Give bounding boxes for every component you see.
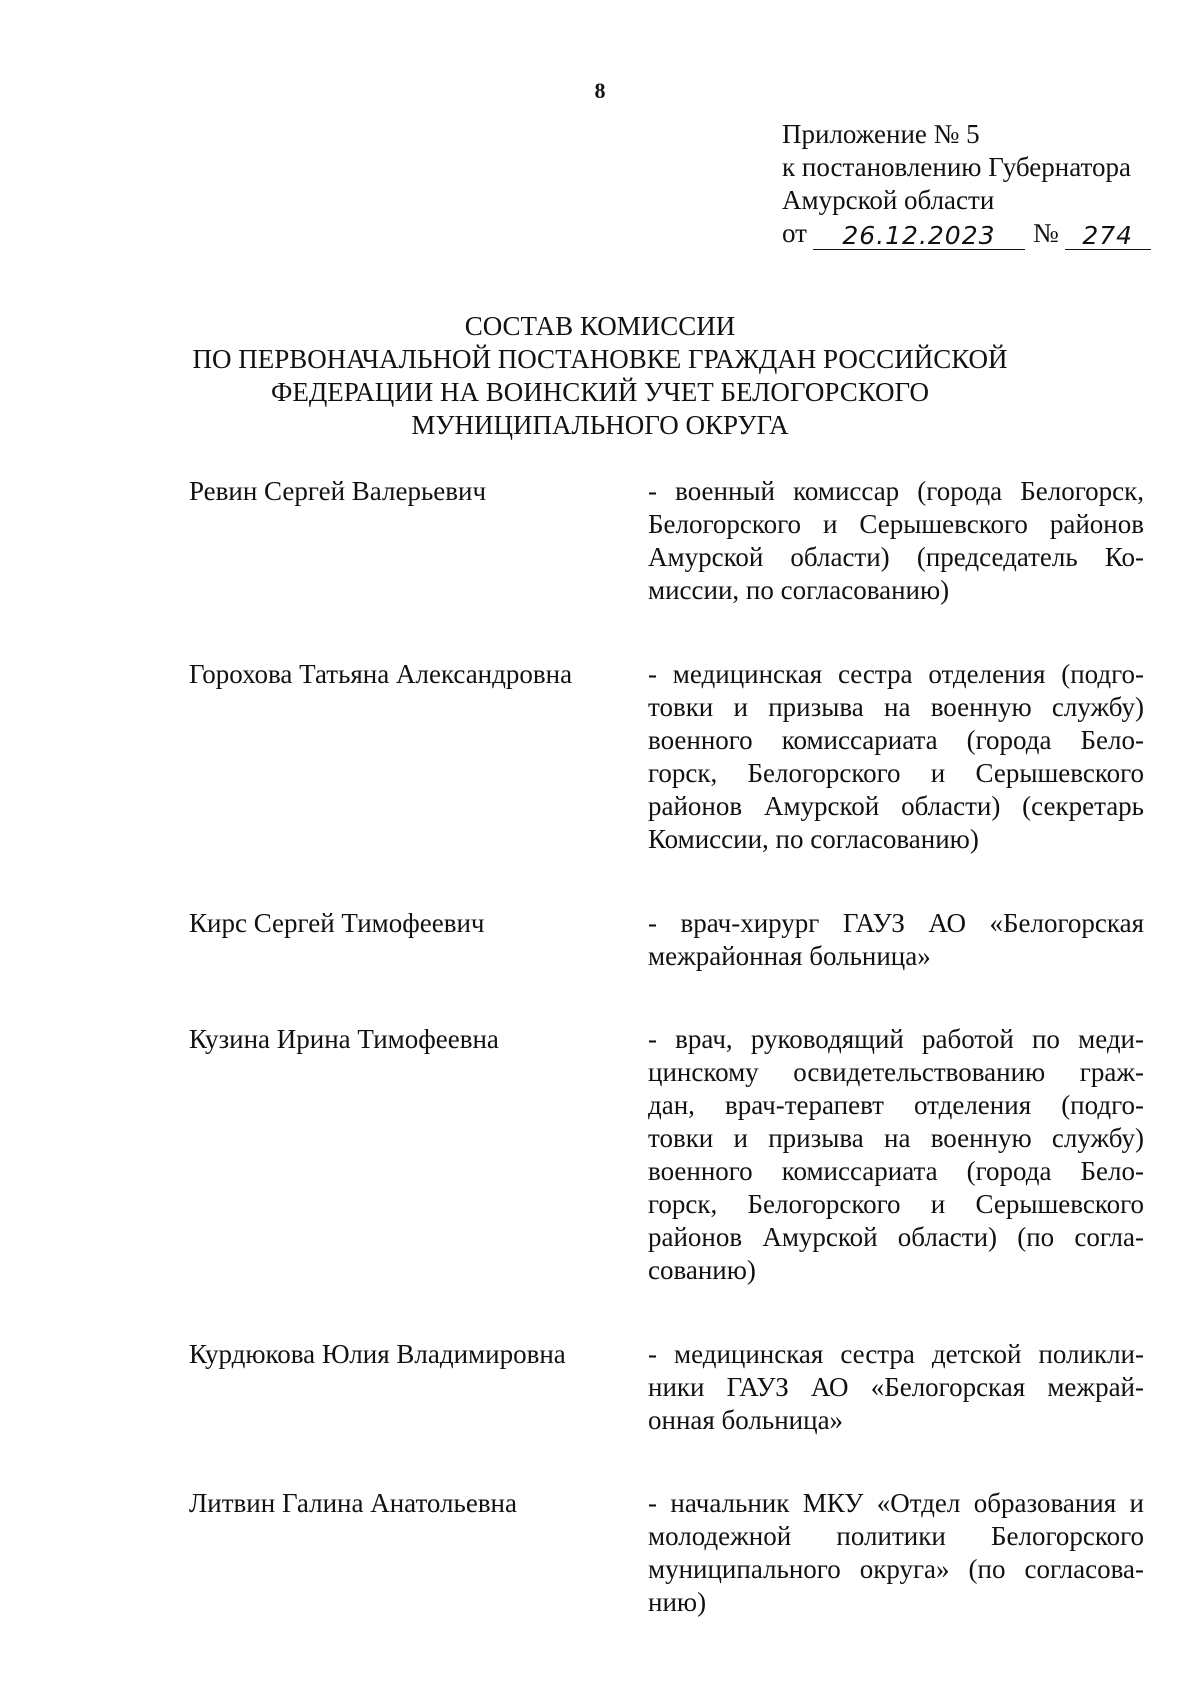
- member-role-line: - врач, руководящий работой по меди-: [648, 1024, 1144, 1054]
- member-role-line: онная больница»: [648, 1405, 844, 1435]
- annex-block: [782, 118, 1151, 250]
- member-name: Литвин Галина Анатольевна: [189, 1488, 517, 1518]
- member-role: [648, 1338, 1144, 1437]
- handwritten-date: 26.12.2023: [813, 223, 1025, 250]
- member-entry: [189, 658, 1144, 856]
- title-line: ФЕДЕРАЦИИ НА ВОИНСКИЙ УЧЕТ БЕЛОГОРСКОГО: [271, 377, 929, 407]
- number-label: №: [1032, 218, 1059, 248]
- member-role-line: горск, Белогорского и Серышевского: [648, 1189, 1144, 1219]
- member-role-line: - начальник МКУ «Отдел образования и: [648, 1488, 1144, 1518]
- member-role: [648, 1023, 1144, 1287]
- member-role-line: Амурской области) (председатель Ко-: [648, 542, 1144, 572]
- member-role-line: сованию): [648, 1255, 756, 1285]
- member-role-line: - медицинская сестра детской поликли-: [648, 1339, 1144, 1369]
- member-entry: [189, 907, 1144, 973]
- annex-line: Амурской области: [782, 185, 995, 215]
- document-title: [100, 310, 1100, 442]
- member-role-line: Комиссии, по согласованию): [648, 824, 979, 854]
- member-name: Кузина Ирина Тимофеевна: [189, 1024, 499, 1054]
- member-role-line: цинскому освидетельствованию граж-: [648, 1057, 1144, 1087]
- title-line: ПО ПЕРВОНАЧАЛЬНОЙ ПОСТАНОВКЕ ГРАЖДАН РОССИЙСКОЙ: [192, 344, 1008, 374]
- member-role-line: районов Амурской области) (по согла-: [648, 1222, 1144, 1252]
- date-prefix: от: [782, 218, 807, 248]
- member-role-line: военного комиссариата (города Бело-: [648, 725, 1144, 755]
- member-name: Горохова Татьяна Александровна: [189, 659, 573, 689]
- member-entry: [189, 1487, 1144, 1619]
- member-role-line: военного комиссариата (города Бело-: [648, 1156, 1144, 1186]
- page-number: 8: [594, 78, 606, 103]
- annex-line: Приложение № 5: [782, 119, 980, 149]
- member-role: [648, 658, 1144, 856]
- member-role-line: муниципального округа» (по согласова-: [648, 1554, 1144, 1584]
- member-role-line: товки и призыва на военную службу): [648, 692, 1144, 722]
- title-line: МУНИЦИПАЛЬНОГО ОКРУГА: [411, 410, 789, 440]
- member-role-line: молодежной политики Белогорского: [648, 1521, 1144, 1551]
- member-entry: [189, 1023, 1144, 1287]
- title-line: СОСТАВ КОМИССИИ: [464, 311, 736, 341]
- member-role-line: товки и призыва на военную службу): [648, 1123, 1144, 1153]
- member-name: Ревин Сергей Валерьевич: [189, 476, 487, 506]
- member-role: [648, 907, 1144, 973]
- member-role-line: Белогорского и Серышевского районов: [648, 509, 1144, 539]
- annex-date-line: [782, 217, 1151, 250]
- member-role-line: межрайонная больница»: [648, 941, 931, 971]
- members-list: [189, 475, 1144, 1619]
- member-name: Курдюкова Юлия Владимировна: [189, 1339, 566, 1369]
- member-role-line: горск, Белогорского и Серышевского: [648, 758, 1144, 788]
- member-role: [648, 475, 1144, 607]
- member-name: Кирс Сергей Тимофеевич: [189, 908, 485, 938]
- member-role-line: - медицинская сестра отделения (подго-: [648, 659, 1144, 689]
- member-role-line: - врач-хирург ГАУЗ АО «Белогорская: [648, 908, 1144, 938]
- member-role-line: ники ГАУЗ АО «Белогорская межрай-: [648, 1372, 1144, 1402]
- member-role-line: - военный комиссар (города Белогорск,: [648, 476, 1144, 506]
- annex-line: к постановлению Губернатора: [782, 152, 1131, 182]
- member-role-line: дан, врач-терапевт отделения (подго-: [648, 1090, 1144, 1120]
- member-role-line: нию): [648, 1587, 707, 1617]
- handwritten-number: 274: [1065, 223, 1151, 250]
- member-role-line: миссии, по согласованию): [648, 575, 950, 605]
- member-entry: [189, 1338, 1144, 1437]
- member-role: [648, 1487, 1144, 1619]
- member-entry: [189, 475, 1144, 607]
- member-role-line: районов Амурской области) (секретарь: [648, 791, 1144, 821]
